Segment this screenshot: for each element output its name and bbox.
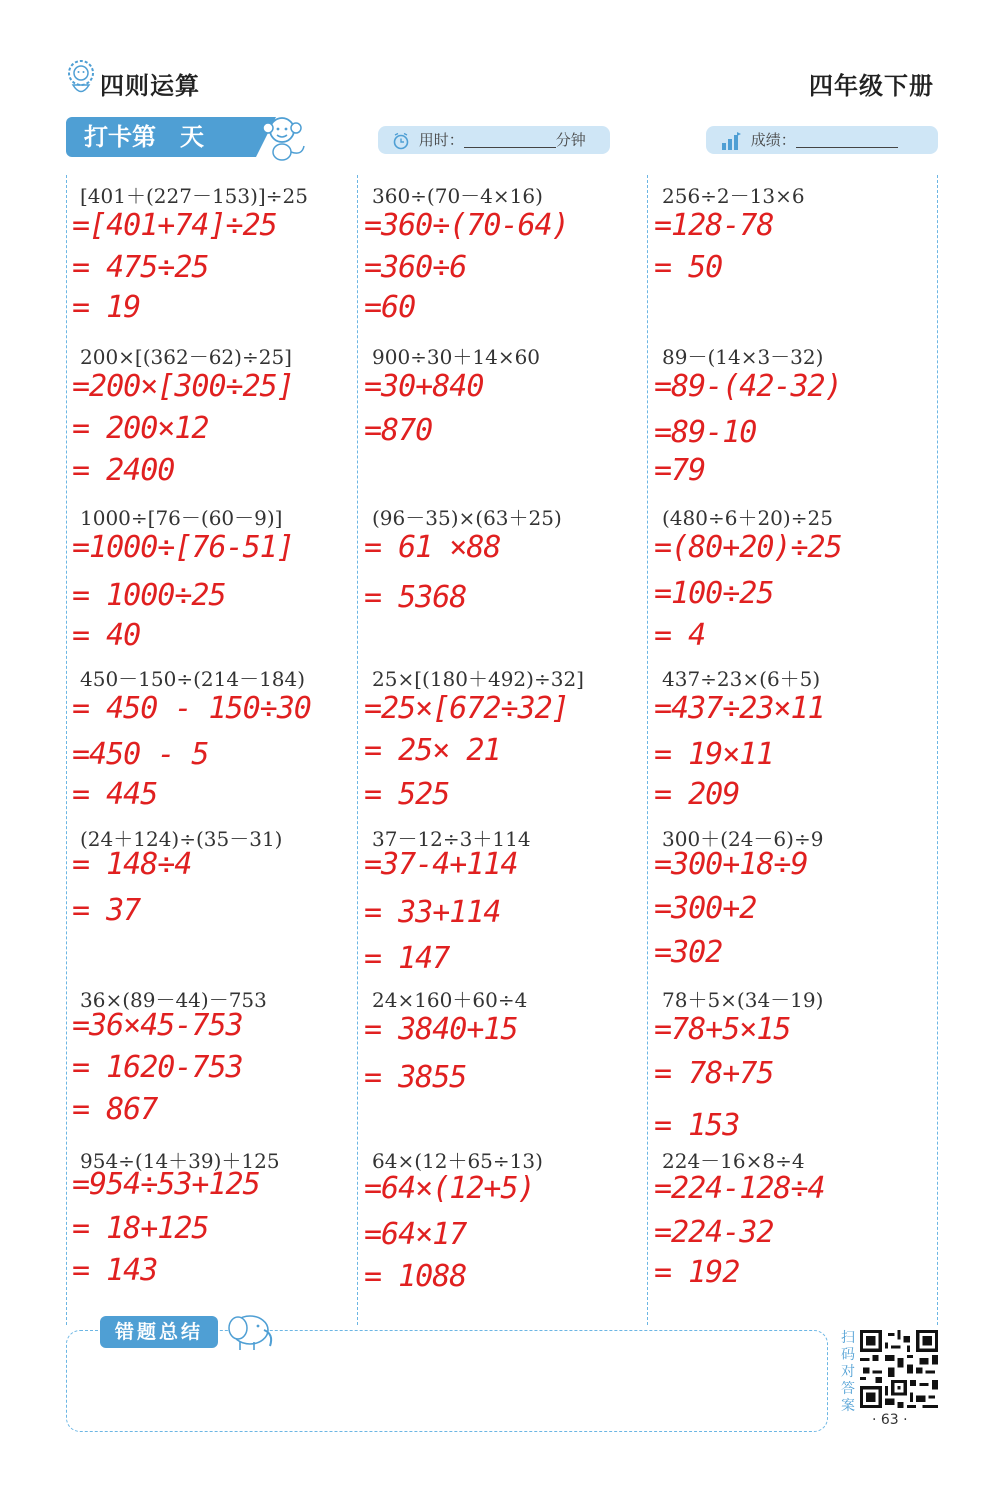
checkin-banner: 打卡第 天: [66, 117, 256, 157]
handwritten-step: =64×17: [364, 1217, 467, 1252]
handwritten-step: = 33+114: [364, 895, 501, 930]
time-field: [378, 126, 610, 154]
handwritten-step: =200×[300÷25]: [72, 369, 294, 404]
problem-cell: [364, 663, 644, 821]
handwritten-step: = 3855: [364, 1060, 467, 1095]
handwritten-step: = 4: [654, 618, 706, 653]
problem-expression: 89－(14×3－32): [662, 345, 824, 369]
handwritten-step: = 19: [72, 290, 141, 325]
qr-caption: 扫码对答案: [841, 1330, 855, 1414]
score-field: [706, 126, 938, 154]
problem-cell: [364, 1145, 644, 1303]
problem-expression: 36×(89－44)－753: [80, 988, 267, 1012]
page-number: · 63 ·: [872, 1412, 908, 1428]
problem-expression: (24＋124)÷(35－31): [80, 827, 283, 851]
handwritten-step: = 445: [72, 777, 158, 812]
handwritten-step: = 19×11: [654, 737, 774, 772]
problem-expression: 450－150÷(214－184): [80, 667, 306, 691]
problem-expression: [401＋(227－153)]÷25: [80, 184, 308, 208]
handwritten-step: =36×45-753: [72, 1008, 243, 1043]
problem-cell: [72, 984, 352, 1142]
time-unit: 分钟: [555, 131, 586, 149]
handwritten-step: =224-32: [654, 1215, 774, 1250]
problem-cell: [364, 984, 644, 1142]
handwritten-step: = 475÷25: [72, 250, 209, 285]
handwritten-step: = 147: [364, 941, 450, 976]
problem-cell: [72, 663, 352, 821]
handwritten-step: =79: [654, 453, 706, 488]
handwritten-step: =1000÷[76-51]: [72, 530, 294, 565]
handwritten-step: =360÷6: [364, 250, 467, 285]
monkey-icon: [258, 112, 310, 162]
problem-expression: 900÷30＋14×60: [372, 345, 541, 369]
time-input[interactable]: [464, 133, 556, 148]
column-divider: [647, 175, 648, 1325]
handwritten-step: = 1620-753: [72, 1050, 243, 1085]
handwritten-step: = 153: [654, 1108, 740, 1143]
handwritten-step: =64×(12+5): [364, 1171, 535, 1206]
problem-cell: [72, 341, 352, 499]
score-label: 成绩：: [750, 131, 796, 149]
handwritten-step: = 3840+15: [364, 1012, 518, 1047]
handwritten-step: = 1000÷25: [72, 578, 226, 613]
problem-expression: 25×[(180＋492)÷32]: [372, 667, 584, 691]
handwritten-step: =89-(42-32): [654, 369, 842, 404]
problem-cell: [654, 1145, 934, 1303]
handwritten-step: = 40: [72, 618, 141, 653]
lion-icon: [64, 58, 98, 98]
handwritten-step: =25×[672÷32]: [364, 691, 569, 726]
problem-cell: [364, 341, 644, 499]
mistake-summary-label: 错题总结: [100, 1316, 218, 1348]
handwritten-step: =224-128÷4: [654, 1171, 825, 1206]
page-title: 四则运算: [100, 72, 200, 100]
handwritten-step: =30+840: [364, 369, 484, 404]
problem-cell: [364, 180, 644, 338]
handwritten-step: =60: [364, 290, 416, 325]
handwritten-step: =300+18÷9: [654, 847, 808, 882]
problem-cell: [654, 341, 934, 499]
handwritten-step: = 1088: [364, 1259, 467, 1294]
problem-cell: [72, 823, 352, 981]
handwritten-step: =437÷23×11: [654, 691, 825, 726]
problem-cell: [364, 823, 644, 981]
problem-cell: [654, 502, 934, 660]
problem-expression: (96－35)×(63＋25): [372, 506, 562, 530]
handwritten-step: =[401+74]÷25: [72, 208, 277, 243]
handwritten-step: = 18+125: [72, 1211, 209, 1246]
score-input[interactable]: [796, 133, 898, 148]
handwritten-step: =89-10: [654, 415, 757, 450]
handwritten-step: =128-78: [654, 208, 774, 243]
handwritten-step: = 148÷4: [72, 847, 192, 882]
handwritten-step: = 61 ×88: [364, 530, 501, 565]
column-divider: [357, 175, 358, 1325]
handwritten-step: = 2400: [72, 453, 175, 488]
handwritten-step: =(80+20)÷25: [654, 530, 842, 565]
handwritten-step: = 525: [364, 777, 450, 812]
problem-expression: 954÷(14＋39)＋125: [80, 1149, 280, 1173]
problem-expression: 300＋(24－6)÷9: [662, 827, 824, 851]
handwritten-step: = 143: [72, 1253, 158, 1288]
problem-cell: [72, 502, 352, 660]
problem-expression: 37－12÷3＋114: [372, 827, 531, 851]
handwritten-step: =37-4+114: [364, 847, 518, 882]
problem-expression: 24×160＋60÷4: [372, 988, 528, 1012]
handwritten-step: =300+2: [654, 891, 757, 926]
problem-cell: [654, 823, 934, 981]
handwritten-step: =450 - 5: [72, 737, 209, 772]
problem-expression: 200×[(362－62)÷25]: [80, 345, 292, 369]
problem-expression: 78＋5×(34－19): [662, 988, 824, 1012]
handwritten-step: = 25× 21: [364, 733, 501, 768]
problem-cell: [654, 663, 934, 821]
problem-expression: 224－16×8÷4: [662, 1149, 805, 1173]
handwritten-step: = 200×12: [72, 411, 209, 446]
time-label: 用时：: [418, 131, 464, 149]
clock-icon: [392, 132, 410, 150]
handwritten-step: = 450 - 150÷30: [72, 691, 311, 726]
problem-expression: 64×(12＋65÷13): [372, 1149, 543, 1173]
problem-cell: [654, 180, 934, 338]
handwritten-step: = 867: [72, 1092, 158, 1127]
problem-cell: [654, 984, 934, 1142]
problem-expression: 1000÷[76－(60－9)]: [80, 506, 283, 530]
qr-code-icon[interactable]: [860, 1330, 938, 1408]
problem-cell: [72, 180, 352, 338]
handwritten-step: = 209: [654, 777, 740, 812]
handwritten-step: = 50: [654, 250, 723, 285]
problem-expression: 437÷23×(6＋5): [662, 667, 821, 691]
handwritten-step: =78+5×15: [654, 1012, 791, 1047]
handwritten-step: =870: [364, 413, 433, 448]
column-divider: [937, 175, 938, 1325]
handwritten-step: = 5368: [364, 580, 467, 615]
problem-cell: [72, 1145, 352, 1303]
handwritten-step: =302: [654, 935, 723, 970]
problem-expression: 256÷2－13×6: [662, 184, 805, 208]
handwritten-step: = 37: [72, 893, 141, 928]
handwritten-step: =100÷25: [654, 576, 774, 611]
handwritten-step: = 192: [654, 1255, 740, 1290]
chart-icon: [720, 131, 742, 151]
handwritten-step: =360÷(70-64): [364, 208, 569, 243]
grade-label: 四年级下册: [809, 72, 934, 100]
column-divider: [66, 175, 67, 1325]
problem-cell: [364, 502, 644, 660]
handwritten-step: =954÷53+125: [72, 1167, 260, 1202]
problem-expression: 360÷(70－4×16): [372, 184, 543, 208]
problem-expression: (480÷6＋20)÷25: [662, 506, 833, 530]
elephant-icon: [220, 1308, 276, 1352]
handwritten-step: = 78+75: [654, 1056, 774, 1091]
